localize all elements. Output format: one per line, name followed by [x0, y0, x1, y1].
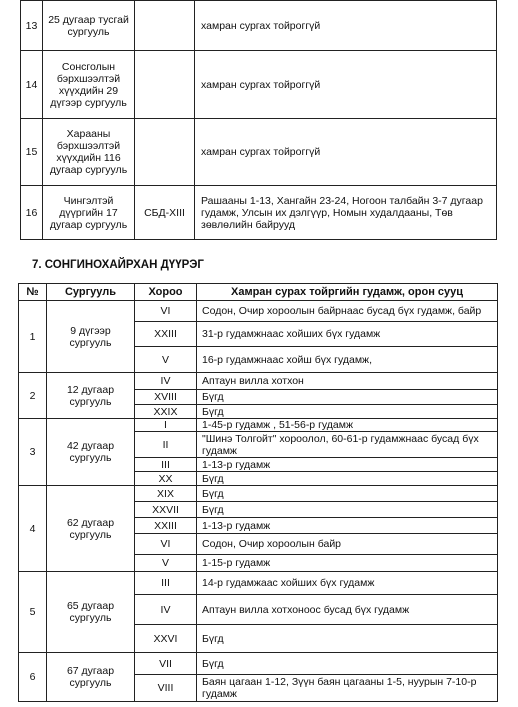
school-name: Сонсголын бэрхшээлтэй хүүхдийн 29 дүгээр сургууль — [43, 51, 135, 119]
school-name: 67 дугаар сургууль — [47, 653, 135, 702]
khoroo-cell: III — [135, 572, 197, 595]
row-number: 5 — [19, 572, 47, 653]
school-name: 12 дугаар сургууль — [47, 373, 135, 419]
table-row — [19, 373, 498, 390]
khoroo-cell: I — [135, 419, 197, 432]
khoroo-cell: IV — [135, 595, 197, 625]
streets-cell: Содон, Очир хороолын байрнаас бусад бүх гудамж, байр — [197, 301, 498, 322]
row-number: 13 — [21, 1, 43, 51]
khoroo-cell: III — [135, 458, 197, 472]
khoroo-cell: XXIX — [135, 405, 197, 419]
streets-cell: 1-13-р гудамж — [197, 458, 498, 472]
streets-cell: 1-45-р гудамж , 51-56-р гудамж — [197, 419, 498, 432]
khoroo-cell: VIII — [135, 675, 197, 702]
table-row — [19, 486, 498, 502]
table-row — [21, 1, 497, 51]
streets-cell: Бүгд — [197, 390, 498, 405]
table-row — [21, 186, 497, 240]
streets-cell: Бүгд — [197, 502, 498, 518]
section-title: 7. СОНГИНОХАЙРХАН ДҮҮРЭГ — [32, 259, 204, 271]
khoroo-cell: VI — [135, 301, 197, 322]
header-school: Сургууль — [47, 284, 135, 301]
streets-cell: Содон, Очир хороолын байр — [197, 534, 498, 555]
district-school-table — [18, 283, 498, 702]
header-streets: Хамран сурах тойргийн гудамж, орон сууц — [197, 284, 498, 301]
khoroo-cell: II — [135, 432, 197, 458]
khoroo-cell: IV — [135, 373, 197, 390]
table-row — [21, 119, 497, 186]
khoroo-cell — [135, 51, 195, 119]
streets-cell: "Шинэ Толгойт" хороолол, 60-61-р гудамжнаас бусад бүх гудамж — [197, 432, 498, 458]
streets-cell: 1-13-р гудамж — [197, 518, 498, 534]
khoroo-cell: XXIII — [135, 518, 197, 534]
streets-cell: хамран сургах тойрoггүй — [195, 1, 497, 51]
table-row — [19, 572, 498, 595]
row-number: 15 — [21, 119, 43, 186]
school-name: 42 дугаар сургууль — [47, 419, 135, 486]
khoroo-cell: V — [135, 347, 197, 373]
khoroo-cell: VII — [135, 653, 197, 675]
school-name: 9 дүгээр сургууль — [47, 301, 135, 373]
previous-district-table — [20, 0, 497, 240]
streets-cell: Аптаун вилла хотхон — [197, 373, 498, 390]
school-name: 25 дугаар тусгай сургууль — [43, 1, 135, 51]
khoroo-cell: XXVII — [135, 502, 197, 518]
streets-cell: 14-р гудамжаас хойших бүх гудамж — [197, 572, 498, 595]
table-row — [19, 419, 498, 432]
school-name: Харааны бэрхшээлтэй хүүхдийн 116 дугаар сургууль — [43, 119, 135, 186]
row-number: 16 — [21, 186, 43, 240]
school-name: 62 дугаар сургууль — [47, 486, 135, 572]
khoroo-cell: XIX — [135, 486, 197, 502]
streets-cell: Бүгд — [197, 486, 498, 502]
khoroo-cell: СБД-XIII — [135, 186, 195, 240]
streets-cell: хамран сургах тойрoггүй — [195, 119, 497, 186]
streets-cell: Аптаун вилла хотхоноос бусад бүх гудамж — [197, 595, 498, 625]
khoroo-cell — [135, 119, 195, 186]
streets-cell: 1-15-р гудамж — [197, 555, 498, 572]
khoroo-cell: XXIII — [135, 322, 197, 347]
streets-cell: Бүгд — [197, 405, 498, 419]
header-khoroo: Хороо — [135, 284, 197, 301]
streets-cell: Бүгд — [197, 472, 498, 486]
table-row — [19, 301, 498, 322]
streets-cell: Бүгд — [197, 625, 498, 653]
row-number: 1 — [19, 301, 47, 373]
table-row — [19, 653, 498, 675]
khoroo-cell: XX — [135, 472, 197, 486]
school-name: Чингэлтэй дүүргийн 17 дугаар сургууль — [43, 186, 135, 240]
khoroo-cell — [135, 1, 195, 51]
khoroo-cell: VI — [135, 534, 197, 555]
khoroo-cell: V — [135, 555, 197, 572]
school-name: 65 дугаар сургууль — [47, 572, 135, 653]
row-number: 14 — [21, 51, 43, 119]
row-number: 6 — [19, 653, 47, 702]
streets-cell: хамран сургах тойрoггүй — [195, 51, 497, 119]
streets-cell: 31-р гудамжнаас хойших бүх гудамж — [197, 322, 498, 347]
row-number: 3 — [19, 419, 47, 486]
row-number: 2 — [19, 373, 47, 419]
streets-cell: Баян цагаан 1-12, Зүүн баян цагааны 1-5, нуурын 7-10-р гудамж — [197, 675, 498, 702]
khoroo-cell: XVIII — [135, 390, 197, 405]
row-number: 4 — [19, 486, 47, 572]
streets-cell: 16-р гудамжнаас хойш бүх гудамж, — [197, 347, 498, 373]
header-number: № — [19, 284, 47, 301]
streets-cell: Рашааны 1-13, Хангайн 23-24, Ногоон талбайн 3-7 дугаар гудамж, Улсын их дэлгүүр, Номын худалдааны, Төв зөвлөлийн байрууд — [195, 186, 497, 240]
khoroo-cell: XXVI — [135, 625, 197, 653]
table-row — [21, 51, 497, 119]
table-header-row — [19, 284, 498, 301]
streets-cell: Бүгд — [197, 653, 498, 675]
